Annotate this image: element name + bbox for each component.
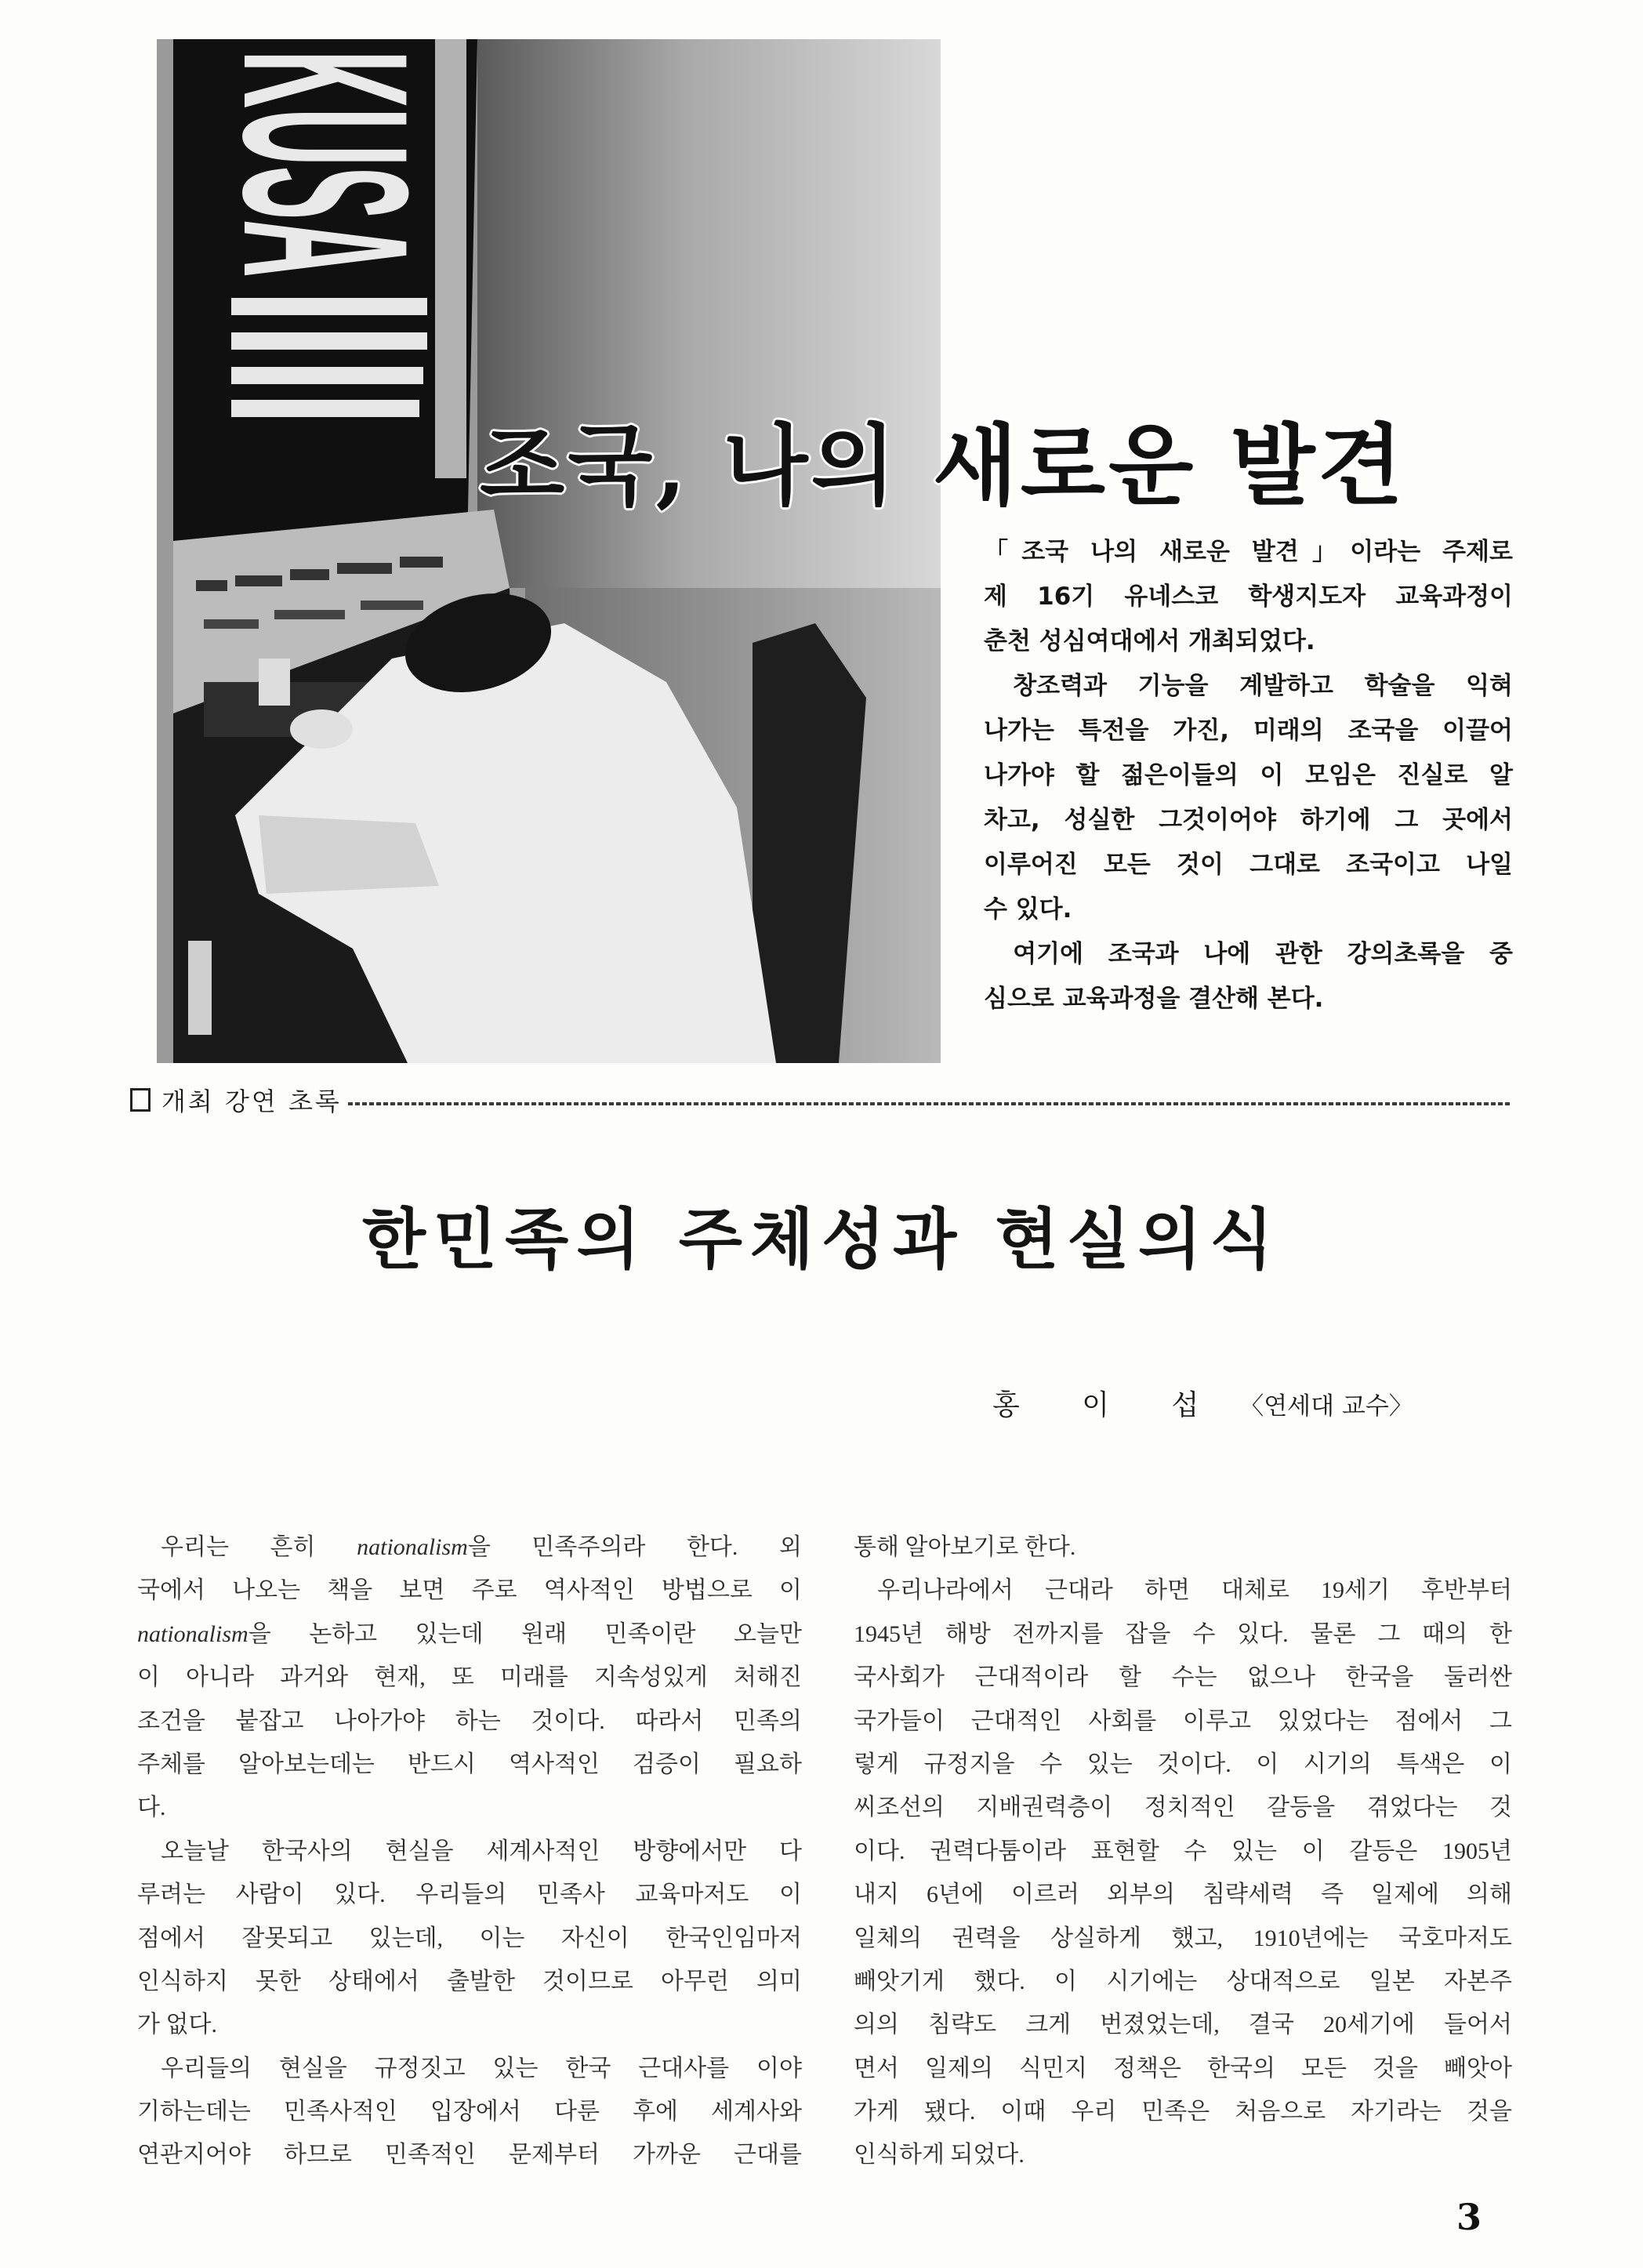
paragraph [137,1526,802,1830]
banner-lettering [194,50,458,278]
text-line: 주체를 알아보는데는 반드시 역사적인 검증이 필요하 [137,1751,802,1777]
paragraph [854,1569,1512,2176]
body-column-right [854,1526,1512,2177]
text-line: 가 없다. [137,2012,217,2038]
square-bullet-icon [130,1088,151,1112]
text-line: 창조력과 기능을 계발하고 학술을 익혀 [1013,672,1513,700]
text-line: 인식하지 못한 상태에서 출발한 것이므로 아무런 의미 [137,1968,802,1994]
body-column-left [137,1526,802,2177]
section-label [130,1080,1511,1119]
text-line: 차고, 성실한 그것이어야 하기에 그 곳에서 [984,806,1513,834]
text-line: 면서 일제의 식민지 정책은 한국의 모든 것을 빼앗아 [854,2055,1512,2081]
section-label-text: 개최 강연 초록 [161,1087,342,1116]
text-line: 춘천 성심여대에서 개최되었다. [984,627,1315,655]
text-line: 국에서 나오는 책을 보면 주로 역사적인 방법으로 이 [137,1577,802,1604]
text-line: 우리는 흔히 nationalism을 민족주의라 한다. 외 [161,1534,802,1560]
text-line: 다. [137,1794,166,1821]
text-line: 이 아니라 과거와 현재, 또 미래를 지속성있게 처해진 [137,1664,802,1691]
text-line: 이루어진 모든 것이 그대로 조국이고 나일 [984,851,1513,879]
text-line: 「조국 나의 새로운 발견」이라는 주제로 [984,538,1513,566]
text-line: 내지 6년에 이르러 외부의 침략세력 즉 일제에 의해 [854,1882,1512,1908]
feature-title: 조국, 나의 새로운 발견 [480,415,1406,517]
article-title: 한민족의 주체성과 현실의식 [361,1200,1282,1278]
text-line: 씨조선의 지배권력층이 정치적인 갈등을 겪었다는 것 [854,1794,1512,1821]
text-line: 빼앗기게 했다. 이 시기에는 상대적으로 일본 자본주 [854,1968,1512,1994]
text-line: 렇게 규정지을 수 있는 것이다. 이 시기의 특색은 이 [854,1751,1512,1777]
text-line: 기하는데는 민족사적인 입장에서 다룬 후에 세계사와 [137,2099,802,2125]
paragraph [137,1830,802,2047]
text-line: 통해 알아보기로 한다. [854,1534,1076,1560]
feature-intro [984,530,1513,1022]
lecture-photo [157,39,941,1063]
text-line: 심으로 교육과정을 결산해 본다. [984,985,1324,1013]
text-line: nationalism을 논하고 있는데 원래 민족이란 오늘만 [137,1620,802,1647]
text-line: 오늘날 한국사의 현실을 세계사적인 방향에서만 다 [161,1838,802,1864]
author-name: 홍 이 섭 [992,1389,1226,1421]
text-line: 조건을 붙잡고 나아가야 하는 것이다. 따라서 민족의 [137,1707,802,1734]
text-line: 우리들의 현실을 규정짓고 있는 한국 근대사를 이야 [161,2055,802,2081]
text-line: 나가야 할 젊은이들의 이 모임은 진실로 알 [984,761,1513,789]
text-line: 국가들이 근대적인 사회를 이루고 있었다는 점에서 그 [854,1707,1512,1734]
text-line: 점에서 잘못되고 있는데, 이는 자신이 한국인임마저 [137,1925,802,1951]
text-line: 연관지어야 하므로 민족적인 문제부터 가까운 근대를 [137,2142,802,2168]
byline [992,1386,1413,1425]
page-number: 3 [1456,2196,1482,2238]
text-line: 의의 침략도 크게 번졌었는데, 결국 20세기에 들어서 [854,2012,1512,2038]
text-line: 루려는 사람이 있다. 우리들의 민족사 교육마저도 이 [137,1882,802,1908]
latin-term: nationalism [357,1534,468,1560]
text-line: 나가는 특전을 가진, 미래의 조국을 이끌어 [984,717,1513,745]
text-line: 수 있다. [984,895,1072,924]
paragraph [854,1526,1512,1569]
text-line: 여기에 조국과 나에 관한 강의초록을 중 [1013,940,1513,968]
text-line: 인식하게 되었다. [854,2142,1025,2168]
text-line: 제 16기 유네스코 학생지도자 교육과정이 [984,582,1513,611]
text-line: 가게 됐다. 이때 우리 민족은 처음으로 자기라는 것을 [854,2099,1512,2125]
dotted-rule [348,1102,1511,1105]
text-line: 우리나라에서 근대라 하면 대체로 19세기 후반부터 [877,1577,1512,1604]
paragraph [984,664,1513,932]
paragraph [137,2047,802,2177]
author-affiliation: 〈연세대 교수〉 [1239,1392,1413,1421]
paragraph [984,932,1513,1022]
latin-term: nationalism [137,1620,248,1647]
text-line: 1945년 해방 전까지를 잡을 수 있다. 물론 그 때의 한 [854,1620,1512,1647]
text-line: 국사회가 근대적이라 할 수는 없으나 한국을 둘러싼 [854,1664,1512,1691]
text-line: 이다. 권력다툼이라 표현할 수 있는 이 갈등은 1905년 [854,1838,1512,1864]
text-line: 일체의 권력을 상실하게 했고, 1910년에는 국호마저도 [854,1925,1512,1951]
paragraph [984,530,1513,664]
